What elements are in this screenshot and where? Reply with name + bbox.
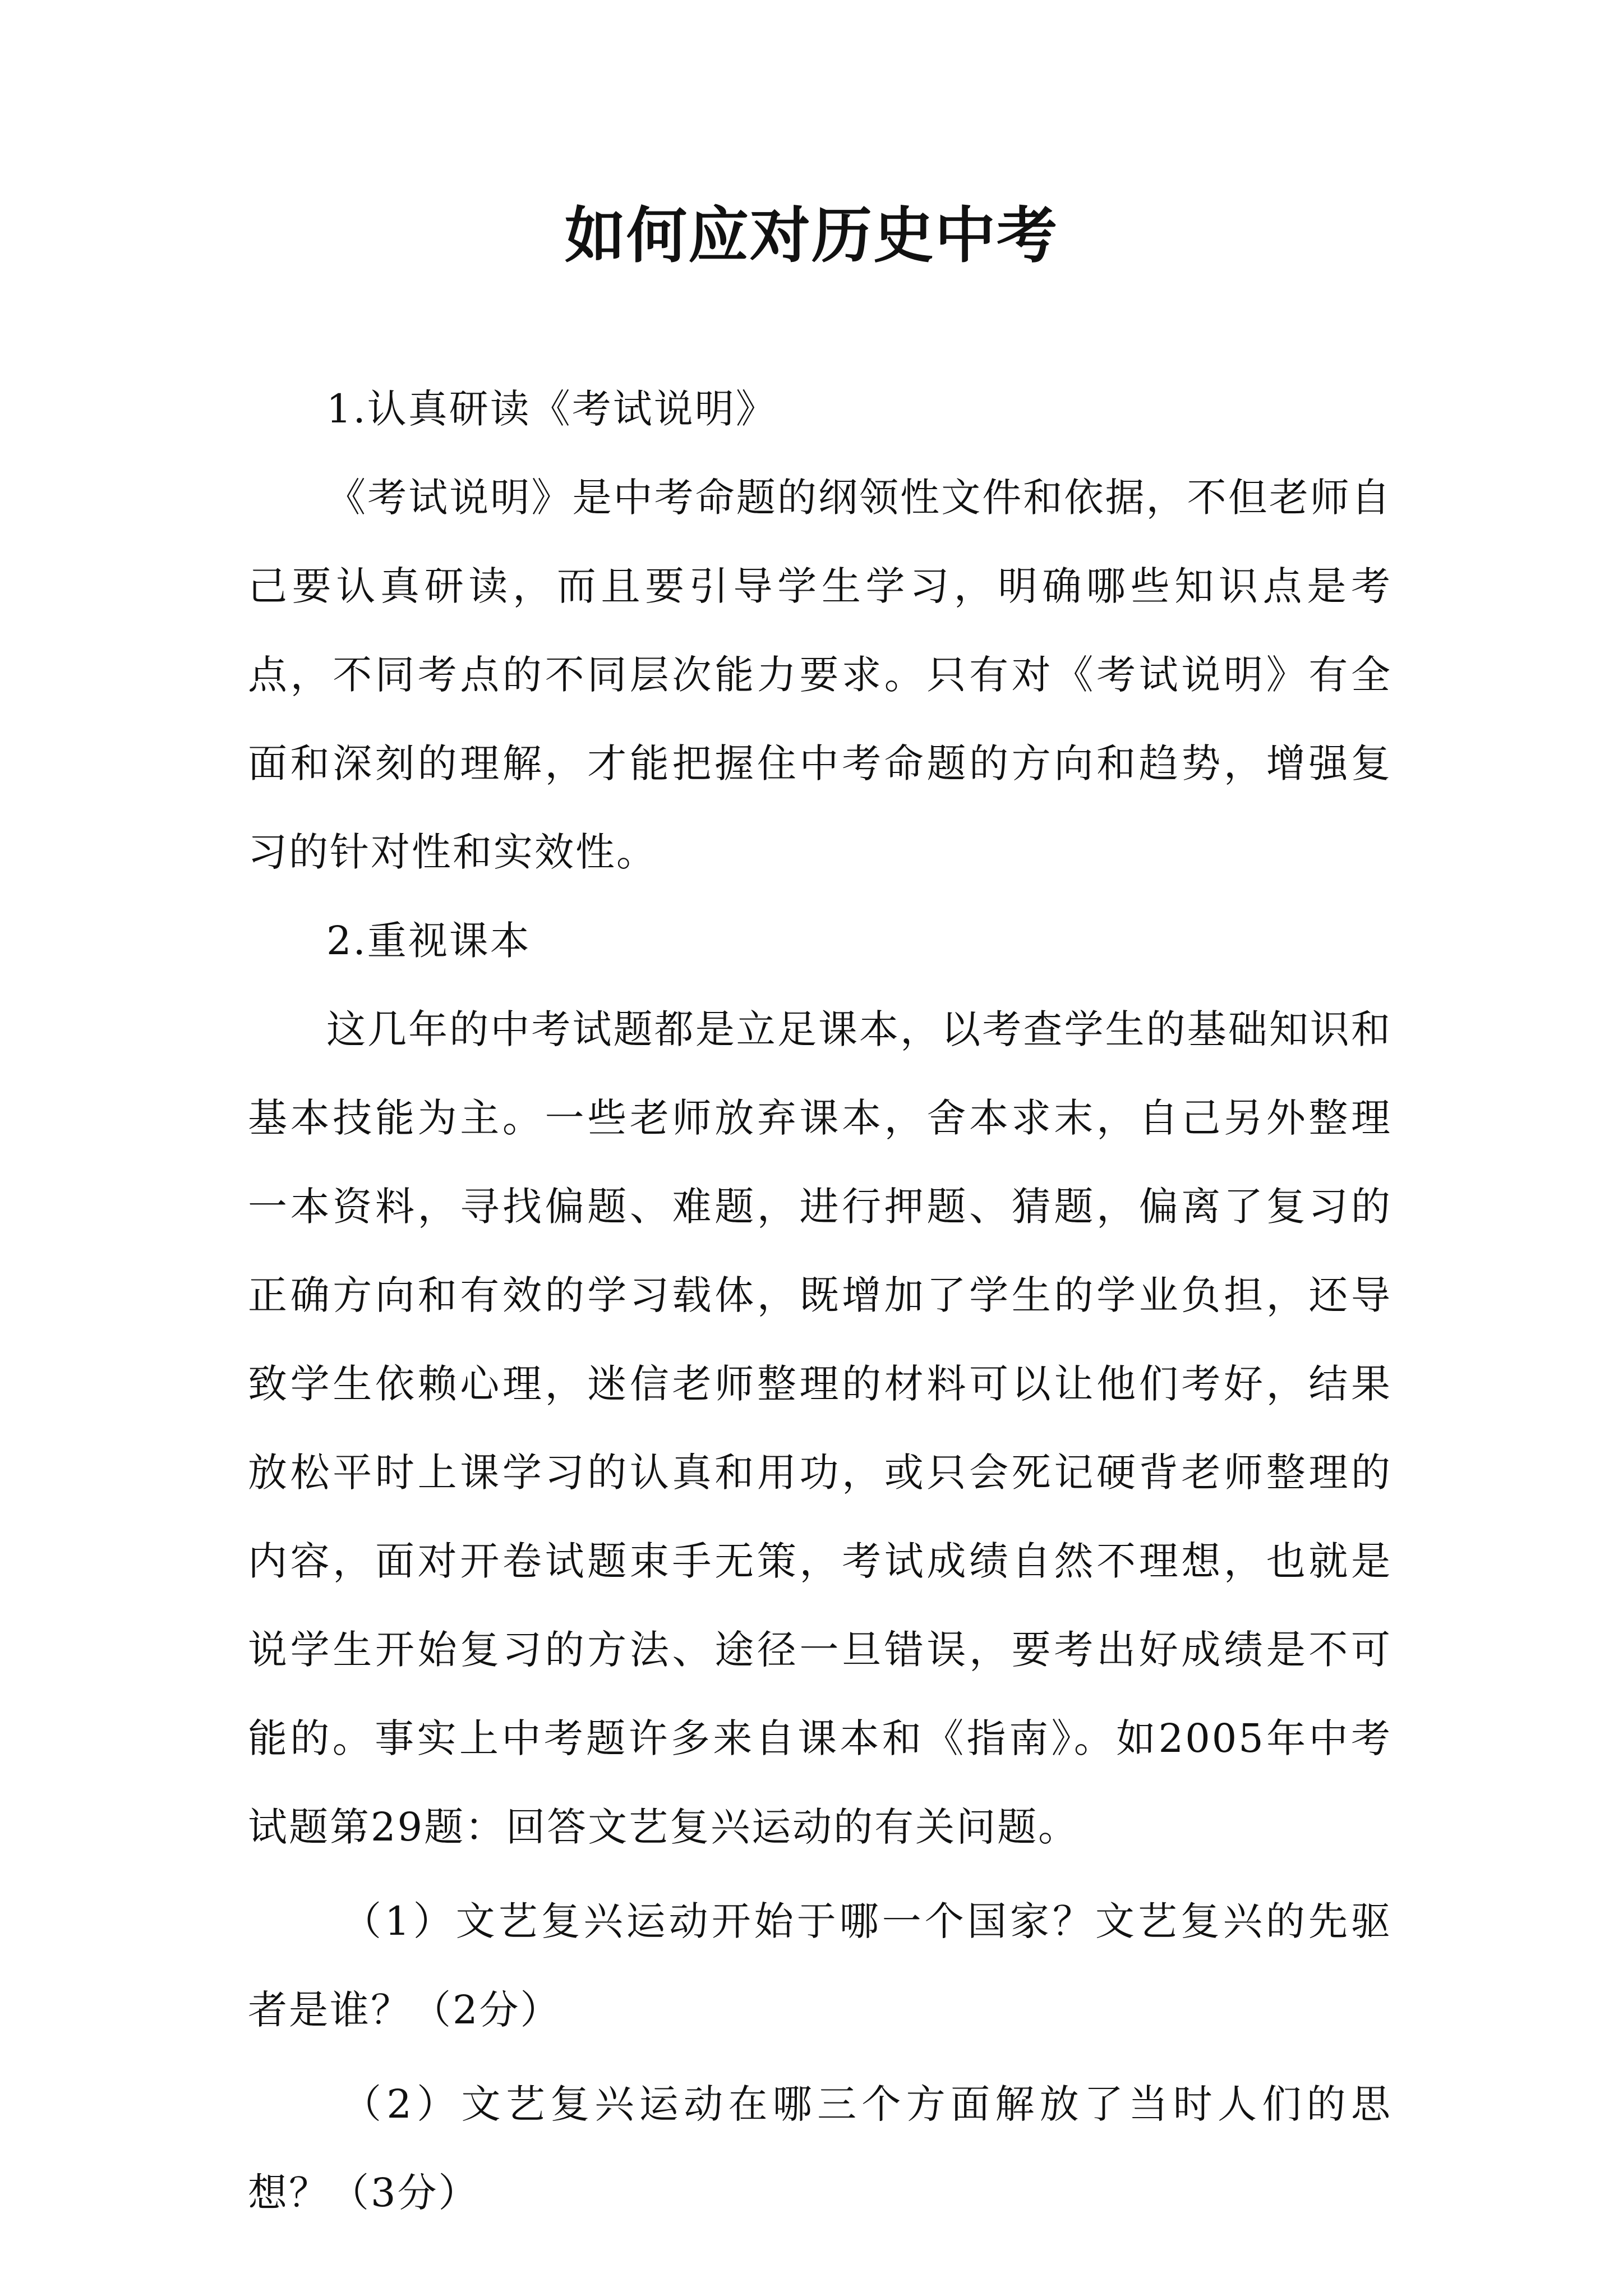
question-item-1: （1）文艺复兴运动开始于哪一个国家？文艺复兴的先驱者是谁？（2分）	[248, 1898, 1392, 2033]
document-body	[248, 365, 1392, 2237]
paragraph-textbook: 这几年的中考试题都是立足课本，以考查学生的基础知识和基本技能为主。一些老师放弃课本，舍本求末，自己另外整理一本资料，寻找偏题、难题，进行押题、猜题，偏离了复习的正确方向和有效的学习载体，既增加了学生的学业负担，还导致学生依赖心理，迷信老师整理的材料可以让他们考好，结果放松平时上课学习的认真和用功，或只会死记硬背老师整理的内容，面对开卷试题束手无策，考试成绩自然不理想，也就是说学生开始复习的方法、途径一旦错误，要考出好成绩是不可能的。事实上中考题许多来自课本和《指南》。如2005年中考试题第29题：回答文艺复兴运动的有关问题。	[248, 1006, 1392, 1850]
section-heading-1: 1.认真研读《考试说明》	[326, 386, 777, 432]
document-title: 如何应对历史中考	[564, 200, 1058, 271]
question-item-2: （2）文艺复兴运动在哪三个方面解放了当时人们的思想？（3分）	[248, 2081, 1392, 2216]
section-heading-2: 2.重视课本	[326, 918, 531, 964]
paragraph-exam-guide: 《考试说明》是中考命题的纲领性文件和依据，不但老师自己要认真研读，而且要引导学生学习，明确哪些知识点是考点，不同考点的不同层次能力要求。只有对《考试说明》有全面和深刻的理解，才能把握住中考命题的方向和趋势，增强复习的针对性和实效性。	[248, 475, 1392, 875]
